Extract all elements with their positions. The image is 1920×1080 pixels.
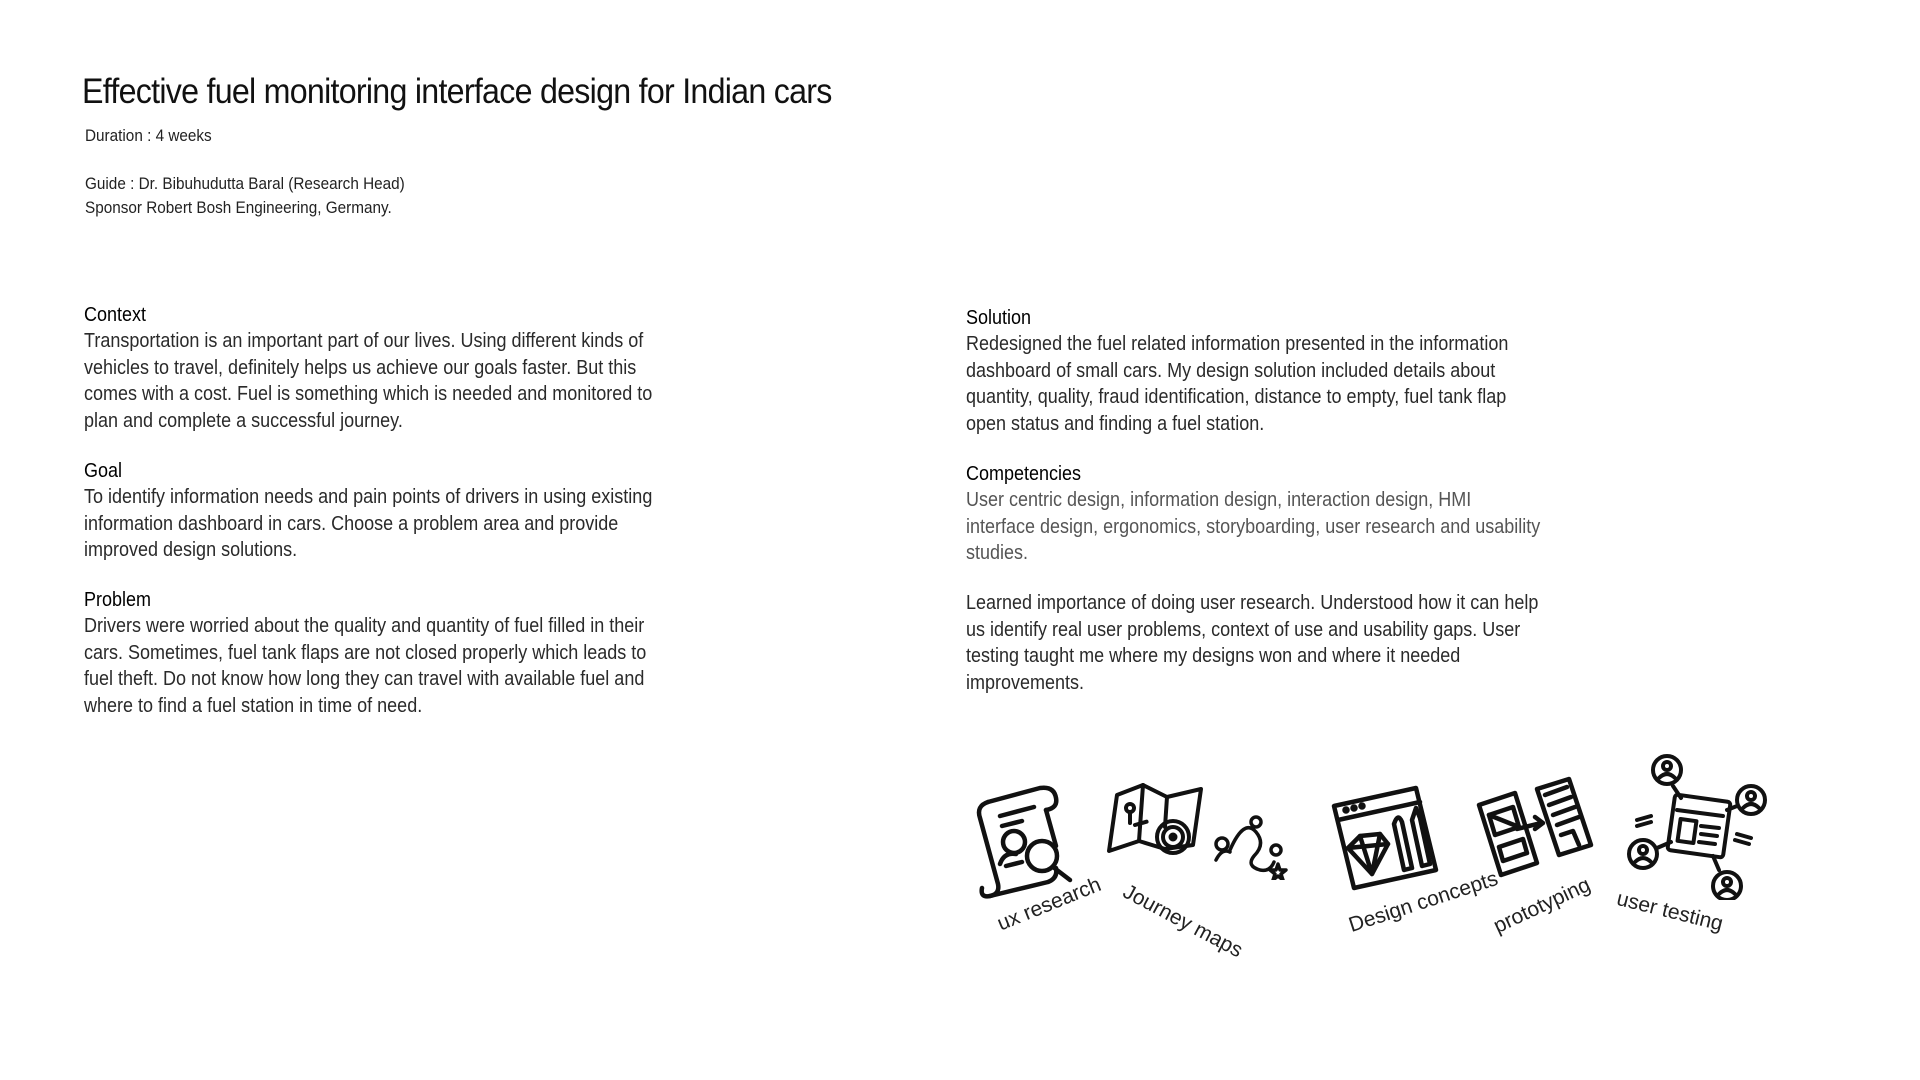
solution-section [966,305,1542,438]
context-text: Transportation is an important part of our lives. Using different kinds of vehicles to travel, definitely helps us achieve our goals faster. But this comes with a cost. Fuel is something which is needed and monitored to plan and complete a successful journey. [84,330,653,433]
page-title: Effective fuel monitoring interface design for Indian cars [82,72,832,111]
goal-section [84,458,660,564]
goal-heading: Goal [84,459,123,482]
goal-text: To identify information needs and pain points of drivers in using existing information dashboard in cars. Choose a problem area and provide improved design solutions. [84,485,653,562]
competencies-text: User centric design, information design, interaction design, HMI interface design, ergonomics, storyboarding, user research and usability studies. [966,488,1541,565]
problem-text: Drivers were worried about the quality and quantity of fuel filled in their cars. Sometimes, fuel tank flaps are not closed properly which leads to fuel theft. Do not know how long they can travel with available fuel and where to find a fuel station in time of need. [84,614,647,718]
research-scroll-icon [970,780,1080,900]
map-icon [1105,775,1215,875]
journey-path-icon [1210,810,1290,880]
solution-text: Redesigned the fuel related information presented in the information dashboard of small cars. My design solution included details about quantity, quality, fraud identification, distance to empty, fuel tank flap open status and finding a fuel station. [966,333,1509,436]
problem-section [84,587,660,720]
duration-text: Duration : 4 weeks [85,126,212,145]
learning-text: Learned importance of doing user research. Understood how it can help us identify real user problems, context of use and usability gaps. User testing taught me where my designs won and where it needed improvements. [966,591,1539,695]
user-testing-label: user testing [1614,887,1726,936]
sponsor-text: Sponsor Robert Bosh Engineering, Germany. [85,198,392,217]
user-testing-icon [1615,750,1775,900]
prototype-screens-icon [1475,775,1595,885]
problem-heading: Problem [84,588,152,611]
journey-maps-label: Journey maps [1119,880,1247,963]
right-column [966,305,1542,720]
context-section [84,302,660,435]
prototyping-label: prototyping [1490,873,1594,938]
ux-research-label: ux research [994,872,1105,936]
design-tools-icon [1330,782,1450,892]
learning-section [966,590,1542,697]
solution-heading: Solution [966,307,1032,329]
competencies-section [966,461,1542,567]
left-column [84,302,660,743]
context-heading: Context [84,304,147,326]
competencies-heading: Competencies [966,462,1082,485]
design-concepts-label: Design concepts [1346,867,1501,937]
process-icons [960,720,1820,963]
guide-text: Guide : Dr. Bibuhudutta Baral (Research Head) [85,174,405,193]
